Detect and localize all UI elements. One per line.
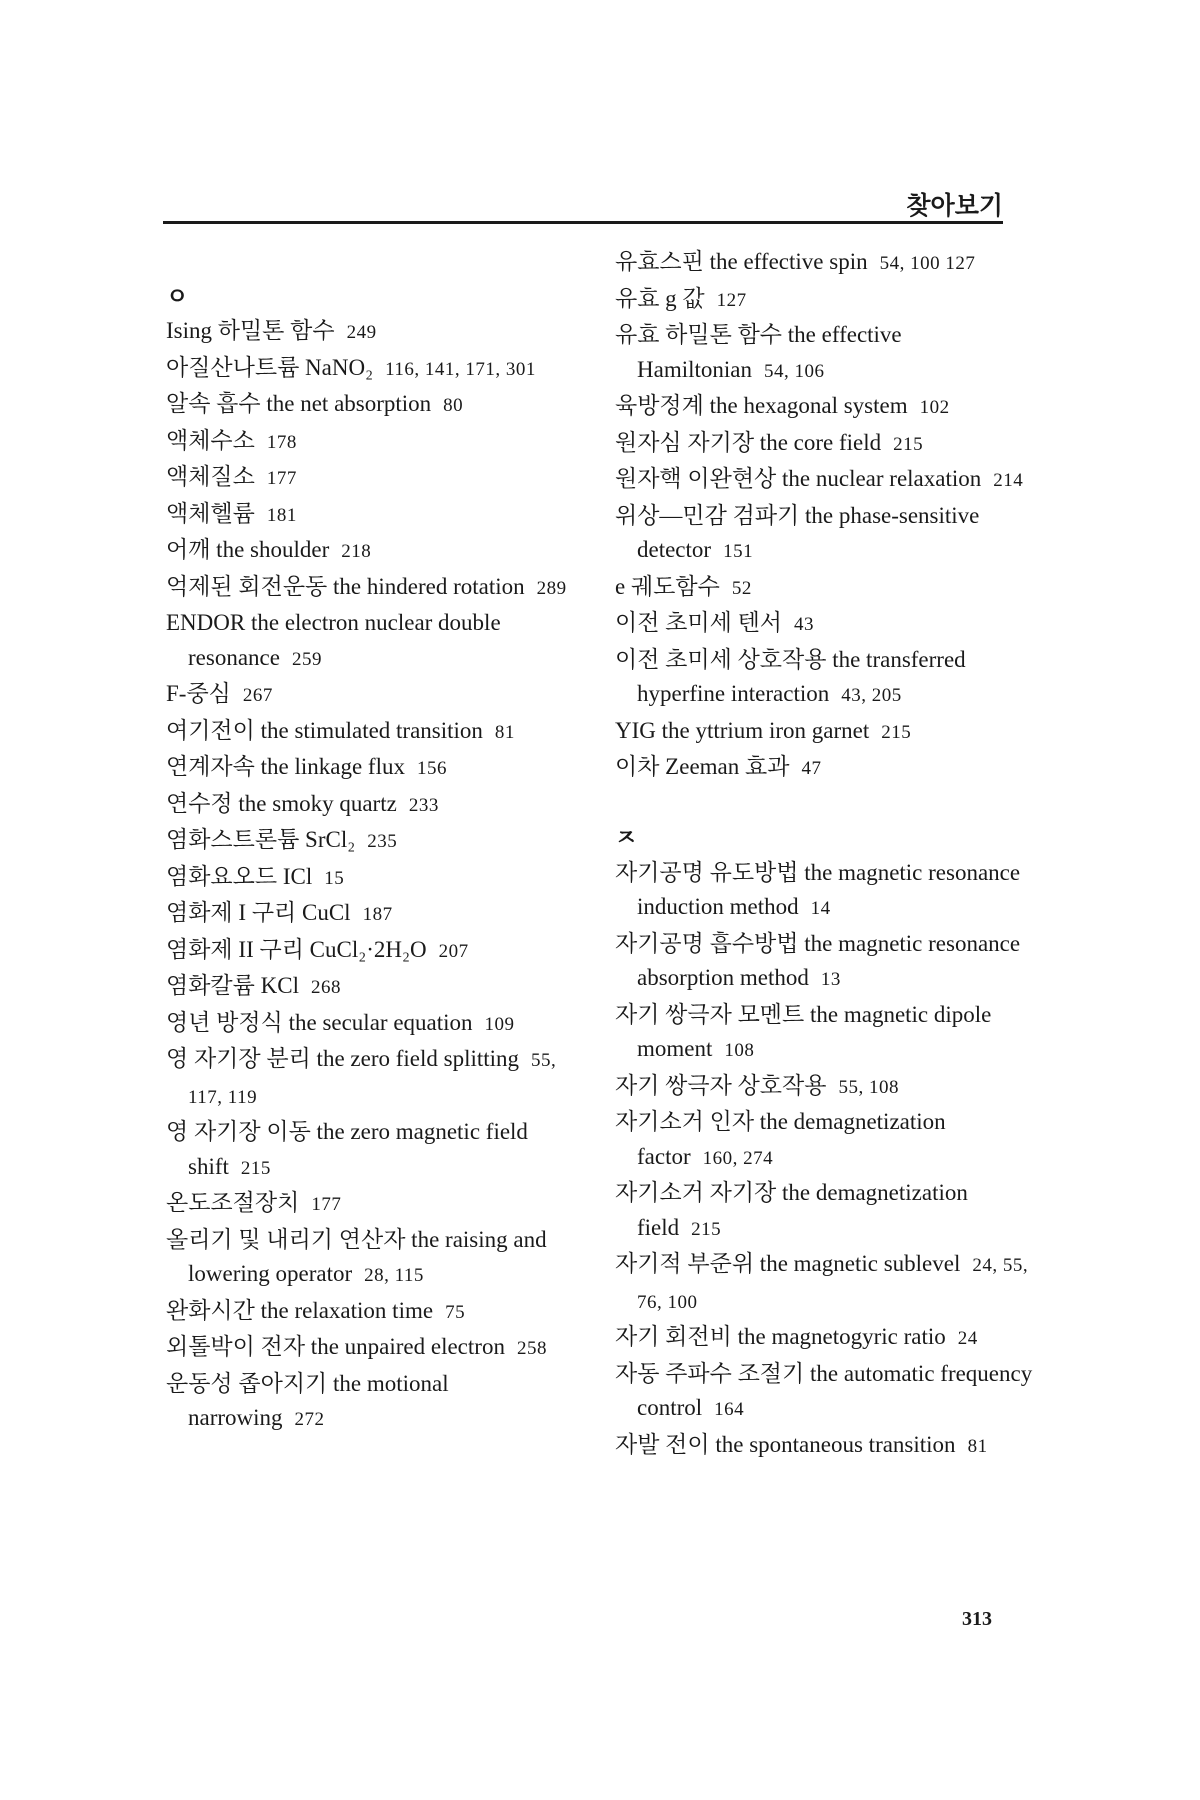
page-reference: 24	[957, 1328, 978, 1349]
page-reference: 259	[291, 648, 322, 670]
index-term: 자기소거 인자 the demagnetization factor	[615, 1109, 946, 1169]
index-term: 이전 초미세 상호작용 the transferred hyperfine interaction	[615, 646, 966, 706]
page-header	[163, 182, 1003, 224]
index-term: 자기 쌍극자 상호작용	[615, 1072, 827, 1098]
page-reference: 47	[801, 758, 822, 779]
page-reference: 178	[266, 431, 297, 453]
index-entry	[166, 606, 586, 677]
index-entry	[166, 787, 586, 824]
page-number: 313	[962, 1608, 992, 1630]
page-reference: 55, 117, 119	[188, 1050, 557, 1108]
index-term: 염화스트론튬 SrCl₂	[166, 827, 356, 852]
index-term: 자기 회전비 the magnetogyric ratio	[615, 1324, 946, 1349]
index-entry	[166, 314, 586, 351]
index-entry	[166, 533, 586, 570]
page-reference: 43	[794, 614, 815, 635]
page-reference: 28, 115	[364, 1265, 424, 1286]
index-term: 운동성 좁아지기 the motional narrowing	[166, 1370, 449, 1430]
index-entry	[615, 1247, 1035, 1320]
index-term: 영년 방정식 the secular equation	[166, 1009, 473, 1035]
index-term: 영 자기장 이동 the zero magnetic field shift	[166, 1119, 528, 1179]
index-entry	[615, 426, 1035, 463]
index-entry	[166, 1223, 586, 1294]
index-term: 유효 하밀톤 함수 the effective Hamiltonian	[615, 322, 902, 382]
index-entry	[166, 351, 586, 388]
right-entry-list-after	[615, 856, 1035, 1465]
index-term: 액체헬륨	[166, 500, 255, 526]
index-entry	[166, 1042, 586, 1115]
index-entry	[615, 856, 1035, 927]
index-term: 자기공명 흡수방법 the magnetic resonance absorption method	[615, 930, 1021, 990]
left-index-column	[166, 245, 586, 1438]
page-reference: 43, 205	[841, 685, 902, 706]
index-entry	[615, 998, 1035, 1069]
index-entry	[166, 424, 586, 461]
page-reference: 207	[438, 940, 469, 962]
index-term: 위상—민감 검파기 the phase-sensitive detector	[615, 502, 980, 562]
index-term: 자기공명 유도방법 the magnetic resonance induction method	[615, 859, 1021, 919]
index-term: ENDOR the electron nuclear double resonance	[166, 610, 501, 670]
page-reference: 215	[240, 1157, 271, 1179]
index-entry	[615, 606, 1035, 643]
index-term: 알속 흡수 the net absorption	[166, 391, 432, 416]
index-term: 자기소거 자기장 the demagnetization field	[615, 1180, 968, 1240]
index-entry	[166, 969, 586, 1006]
index-term: F-중심	[166, 681, 231, 706]
page-reference: 81	[494, 721, 515, 743]
index-entry	[166, 714, 586, 751]
page-reference: 81	[967, 1435, 988, 1457]
index-entry	[166, 497, 586, 534]
index-entry	[615, 750, 1035, 787]
index-term: 자기 쌍극자 모멘트 the magnetic dipole moment	[615, 1001, 992, 1061]
index-term: 올리기 및 내리기 연산자 the raising and lowering operator	[166, 1226, 547, 1286]
index-entry	[615, 245, 1035, 282]
page-reference: 54, 106	[763, 360, 825, 382]
page-reference: 13	[820, 969, 841, 990]
index-entry	[166, 896, 586, 933]
index-term: 여기전이 the stimulated transition	[166, 717, 483, 743]
index-term: 온도조절장치	[166, 1190, 300, 1215]
page-reference: 108	[724, 1040, 755, 1061]
page-reference: 80	[443, 395, 464, 416]
index-term: 연계자속 the linkage flux	[166, 754, 405, 779]
index-entry	[166, 677, 586, 714]
index-term: 원자핵 이완현상 the nuclear relaxation	[615, 466, 982, 491]
page-reference: 187	[362, 904, 393, 925]
index-entry	[166, 1330, 586, 1367]
page-reference: 24, 55, 76, 100	[637, 1255, 1029, 1313]
page-reference: 267	[242, 685, 273, 706]
index-entry	[166, 750, 586, 787]
index-entry	[166, 387, 586, 424]
header-rule	[163, 221, 1003, 224]
page-reference: 160, 274	[702, 1147, 774, 1169]
index-entry	[615, 570, 1035, 607]
index-term: 억제된 회전운동 the hindered rotation	[166, 573, 525, 599]
right-index-column	[615, 245, 1035, 1464]
index-entry	[166, 570, 586, 607]
index-entry	[615, 1320, 1035, 1357]
page-reference: 54, 100 127	[879, 253, 976, 274]
left-entry-list	[166, 314, 586, 1438]
page-reference: 14	[810, 898, 831, 919]
index-entry	[615, 1428, 1035, 1465]
index-entry	[615, 389, 1035, 426]
page-title: 찾아보기	[906, 191, 1003, 220]
section-heading-ieung: ㅇ	[166, 283, 189, 310]
index-entry	[166, 933, 586, 970]
page-reference: 215	[881, 721, 912, 743]
right-entry-list-before	[615, 245, 1035, 787]
index-term: 염화제 I 구리 CuCl	[166, 900, 351, 925]
page-reference: 258	[516, 1338, 547, 1359]
index-term: 원자심 자기장 the core field	[615, 429, 882, 455]
page-reference: 102	[919, 397, 950, 418]
index-term: 자발 전이 the spontaneous transition	[615, 1431, 956, 1457]
index-entry	[615, 499, 1035, 570]
index-term: 아질산나트륨 NaNO₂	[166, 354, 374, 380]
page-reference: 156	[416, 758, 447, 779]
page-reference: 218	[341, 541, 372, 562]
page-reference: 116, 141, 171, 301	[385, 358, 536, 380]
page-reference: 75	[445, 1301, 466, 1323]
page-reference: 272	[294, 1409, 325, 1430]
section-spacer	[615, 787, 1035, 822]
index-entry	[166, 1294, 586, 1331]
index-entry	[615, 282, 1035, 319]
index-term: 육방정계 the hexagonal system	[615, 393, 908, 418]
page-reference: 127	[716, 289, 747, 311]
index-entry	[615, 714, 1035, 751]
index-term: 자동 주파수 조절기 the automatic frequency control	[615, 1360, 1033, 1420]
page-reference: 177	[266, 468, 297, 489]
index-entry	[615, 1357, 1035, 1428]
page-reference: 15	[324, 867, 345, 889]
index-term: 완화시간 the relaxation time	[166, 1297, 434, 1323]
index-term: 이차 Zeeman 효과	[615, 754, 790, 779]
index-entry	[166, 1367, 586, 1438]
page-reference: 214	[993, 470, 1024, 491]
page-reference: 289	[536, 577, 567, 599]
page-reference: 55, 108	[838, 1076, 899, 1098]
index-term: YIG the yttrium iron garnet	[615, 717, 870, 743]
section-heading-jieut: ㅈ	[615, 825, 638, 851]
index-term: 염화요오드 ICl	[166, 863, 313, 889]
page-reference: 164	[714, 1399, 745, 1420]
index-entry	[166, 823, 586, 860]
index-term: 염화칼륨 KCl	[166, 973, 299, 998]
index-entry	[166, 860, 586, 897]
index-term: 액체질소	[166, 464, 255, 489]
page-reference: 177	[311, 1194, 342, 1215]
page-reference: 233	[408, 794, 439, 816]
page-reference: 181	[266, 504, 297, 526]
index-entry	[615, 643, 1035, 714]
page-reference: 215	[893, 433, 924, 455]
index-term: e 궤도함수	[615, 573, 720, 599]
index-term: 어깨 the shoulder	[166, 537, 330, 562]
index-entry	[615, 1105, 1035, 1176]
index-term: Ising 하밀톤 함수	[166, 318, 335, 343]
index-entry	[615, 318, 1035, 389]
page-reference: 109	[484, 1013, 515, 1035]
index-entry	[615, 1176, 1035, 1247]
page-reference: 151	[723, 541, 754, 562]
page-reference: 235	[367, 831, 398, 852]
index-term: 외톨박이 전자 the unpaired electron	[166, 1334, 505, 1359]
index-term: 액체수소	[166, 427, 255, 453]
index-term: 유효 g 값	[615, 285, 705, 311]
index-entry	[166, 1186, 586, 1223]
index-entry	[166, 1115, 586, 1186]
column-top-spacer	[166, 245, 586, 280]
index-entry	[166, 460, 586, 497]
index-term: 연수정 the smoky quartz	[166, 790, 397, 816]
page-reference: 249	[346, 322, 377, 343]
index-entry	[615, 1069, 1035, 1106]
index-term: 유효스핀 the effective spin	[615, 249, 868, 274]
index-entry	[166, 1006, 586, 1043]
page-reference: 52	[731, 577, 752, 599]
index-term: 이전 초미세 텐서	[615, 610, 783, 635]
index-entry	[615, 927, 1035, 998]
page-reference: 268	[310, 977, 341, 998]
index-term: 염화제 II 구리 CuCl₂·2H₂O	[166, 936, 427, 962]
index-term: 자기적 부준위 the magnetic sublevel	[615, 1251, 961, 1276]
index-entry	[615, 462, 1035, 499]
page-reference: 215	[691, 1218, 722, 1240]
index-term: 영 자기장 분리 the zero field splitting	[166, 1046, 520, 1071]
